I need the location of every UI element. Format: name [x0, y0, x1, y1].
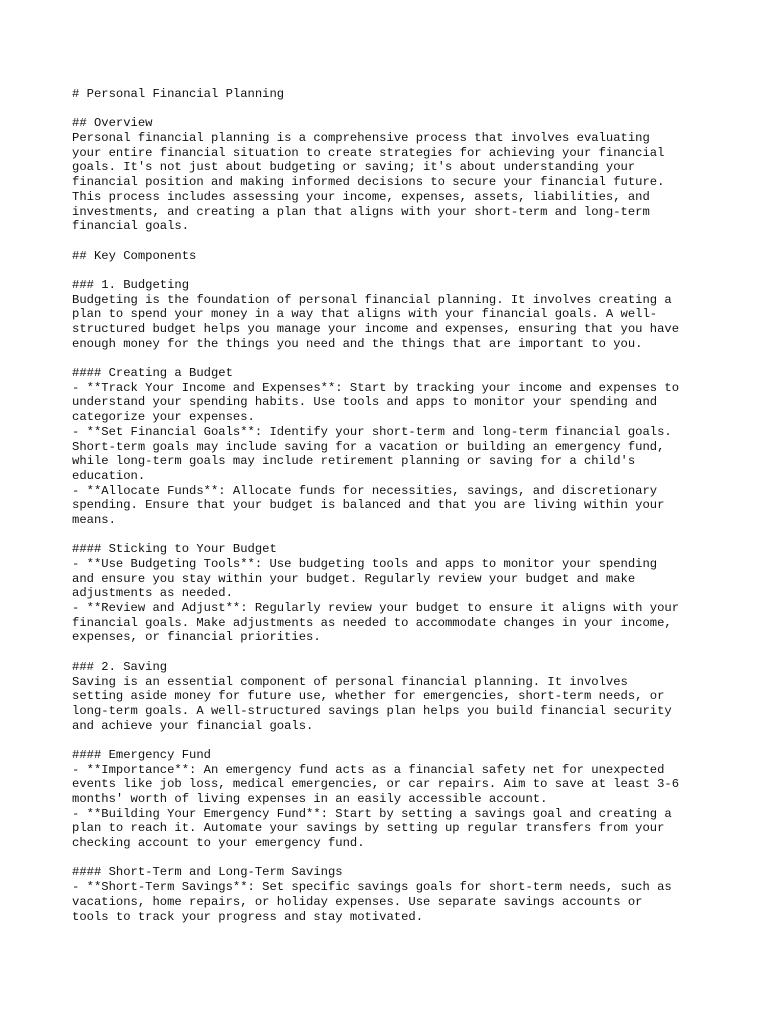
- heading-2: ## Overview: [72, 116, 153, 131]
- blank-line: [72, 234, 712, 249]
- text-line: enough money for the things you need and the things that are important to you.: [72, 336, 643, 351]
- subsection-heading: #### Short-Term and Long-Term Savings: [72, 865, 343, 880]
- text-line: structured budget helps you manage your income and expenses, ensuring that you have: [72, 322, 680, 336]
- text-line: Short-term goals may include saving for a vacation or building an emergency fund,: [72, 439, 665, 454]
- document-body: [72, 87, 712, 924]
- text-line: long-term goals. A well-structured savings plan helps you build financial security: [72, 703, 672, 718]
- text-line: financial position and making informed decisions to secure your financial future.: [72, 175, 665, 190]
- blank-line: [72, 851, 712, 866]
- list-item-line: - **Importance**: An emergency fund acts as a financial safety net for unexpected: [72, 762, 665, 777]
- text-line: checking account to your emergency fund.: [72, 836, 365, 851]
- text-line: while long-term goals may include retirement planning or saving for a child's: [72, 454, 636, 469]
- blank-line: [72, 528, 712, 543]
- section-heading: ### 1. Budgeting: [72, 277, 190, 292]
- blank-line: [72, 733, 712, 748]
- blank-line: [72, 102, 712, 117]
- blank-line: [72, 263, 712, 278]
- text-line: means.: [72, 512, 116, 527]
- text-line: plan to reach it. Automate your savings by setting up regular transfers from your: [72, 821, 665, 836]
- text-line: Budgeting is the foundation of personal financial planning. It involves creating a: [72, 292, 672, 307]
- text-line: plan to spend your money in a way that aligns with your financial goals. A well-: [72, 307, 658, 322]
- text-line: spending. Ensure that your budget is balanced and that you are living within your: [72, 498, 665, 513]
- list-item-line: - **Allocate Funds**: Allocate funds for necessities, savings, and discretionary: [72, 483, 658, 498]
- document-title: # Personal Financial Planning: [72, 87, 285, 101]
- text-line: and ensure you stay within your budget. Regularly review your budget and make: [72, 571, 636, 586]
- subsection-heading: #### Sticking to Your Budget: [72, 542, 277, 557]
- text-line: financial goals. Make adjustments as needed to accommodate changes in your income,: [72, 615, 672, 630]
- blank-line: [72, 351, 712, 366]
- list-item-line: - **Set Financial Goals**: Identify your short-term and long-term financial goals.: [72, 424, 672, 439]
- list-item-line: - **Track Your Income and Expenses**: Start by tracking your income and expenses to: [72, 380, 680, 395]
- subsection-heading: #### Creating a Budget: [72, 366, 233, 381]
- heading-2: ## Key Components: [72, 248, 197, 263]
- text-line: expenses, or financial priorities.: [72, 630, 321, 645]
- text-line: understand your spending habits. Use tools and apps to monitor your spending and: [72, 395, 658, 410]
- text-line: your entire financial situation to create strategies for achieving your financial: [72, 145, 665, 160]
- text-line: Saving is an essential component of personal financial planning. It involves: [72, 674, 628, 689]
- subsection-heading: #### Emergency Fund: [72, 747, 211, 762]
- text-line: tools to track your progress and stay motivated.: [72, 909, 424, 924]
- text-line: categorize your expenses.: [72, 410, 255, 425]
- text-line: This process includes assessing your income, expenses, assets, liabilities, and: [72, 189, 650, 204]
- text-line: vacations, home repairs, or holiday expenses. Use separate savings accounts or: [72, 894, 643, 909]
- text-line: setting aside money for future use, whether for emergencies, short-term needs, or: [72, 689, 665, 704]
- text-line: events like job loss, medical emergencies, or car repairs. Aim to save at least 3-6: [72, 777, 680, 792]
- text-line: Personal financial planning is a comprehensive process that involves evaluating: [72, 131, 650, 146]
- text-line: and achieve your financial goals.: [72, 718, 314, 733]
- text-line: goals. It's not just about budgeting or saving; it's about understanding your: [72, 160, 636, 175]
- blank-line: [72, 645, 712, 660]
- text-line: months' worth of living expenses in an easily accessible account.: [72, 792, 548, 806]
- text-line: education.: [72, 468, 146, 483]
- list-item-line: - **Building Your Emergency Fund**: Start by setting a savings goal and creating a: [72, 806, 672, 821]
- section-heading: ### 2. Saving: [72, 659, 168, 674]
- list-item-line: - **Short-Term Savings**: Set specific savings goals for short-term needs, such as: [72, 880, 672, 895]
- list-item-line: - **Use Budgeting Tools**: Use budgeting tools and apps to monitor your spending: [72, 557, 658, 571]
- list-item-line: - **Review and Adjust**: Regularly review your budget to ensure it aligns with your: [72, 601, 680, 616]
- text-line: adjustments as needed.: [72, 586, 233, 601]
- text-line: financial goals.: [72, 219, 190, 234]
- text-line: investments, and creating a plan that aligns with your short-term and long-term: [72, 204, 650, 219]
